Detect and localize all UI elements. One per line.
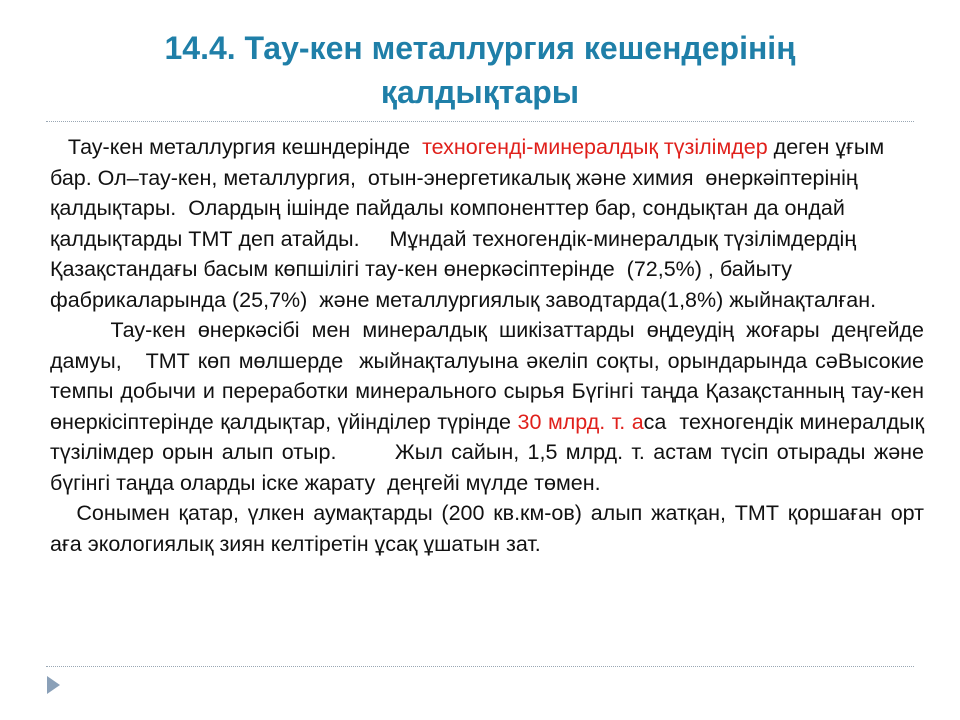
paragraph-2-text-b: са техногендік минералдық түзілімдер орын алып отыр. Жыл сайын, 1,5 млрд. т. астам түсіп отырады және бүгінгі таңда оларды іске жарату деңгейі мүлде төмен.	[50, 409, 930, 495]
paragraph-2-text-a: Тау-кен өнеркәсібі мен минералдық шикізаттарды өңдеудің жоғары деңгейде дамуы, ТМТ көп мөлшерде жыйнақталуына әкеліп соқты, орындарында сәВысокие темпы добычи и переработки минерального сырья Бүгінгі таңда Қазақстанның тау-кен өнеркісіптерінде қалдықтар, үйінділер түрінде	[50, 318, 930, 434]
paragraph-1-text-a: Тау-кен металлургия кешндерінде	[50, 135, 423, 159]
slide-bullet-triangle-icon	[47, 676, 60, 694]
slide-body	[50, 132, 930, 559]
paragraph-2	[50, 315, 930, 498]
paragraph-3: Сонымен қатар, үлкен аумақтарды (200 кв.км-ов) алып жатқан, ТМТ қоршаған орт аға экологиялық зиян келтіретін ұсақ ұшатын зат.	[50, 501, 930, 556]
paragraph-1	[50, 132, 924, 315]
paragraph-1-text-b: деген ұғым бар. Ол–тау-кен, металлургия, отын-энергетикалық және химия өнеркәіптерінің қалдықтары. Олардың ішінде пайдалы компоненттер бар, сондықтан да ондай қалдықтарды ТМТ деп атайды. Мұндай техногендік-минералдық түзілімдердің Қазақстандағы басым көпшілігі тау-кен өнеркәсіптерінде (72,5%) , байыту фабрикаларында (25,7%) және металлургиялық заводтарда(1,8%) жыйнақталған.	[50, 135, 891, 312]
paragraph-2-highlight: 30 млрд. т. а	[517, 409, 644, 434]
paragraph-1-highlight: техногенді-минералдық түзілімдер	[422, 135, 768, 159]
footer-divider	[46, 666, 914, 667]
slide-title: 14.4. Тау-кен металлургия кешендерінің қалдықтары	[164, 30, 796, 110]
title-divider	[46, 121, 914, 122]
